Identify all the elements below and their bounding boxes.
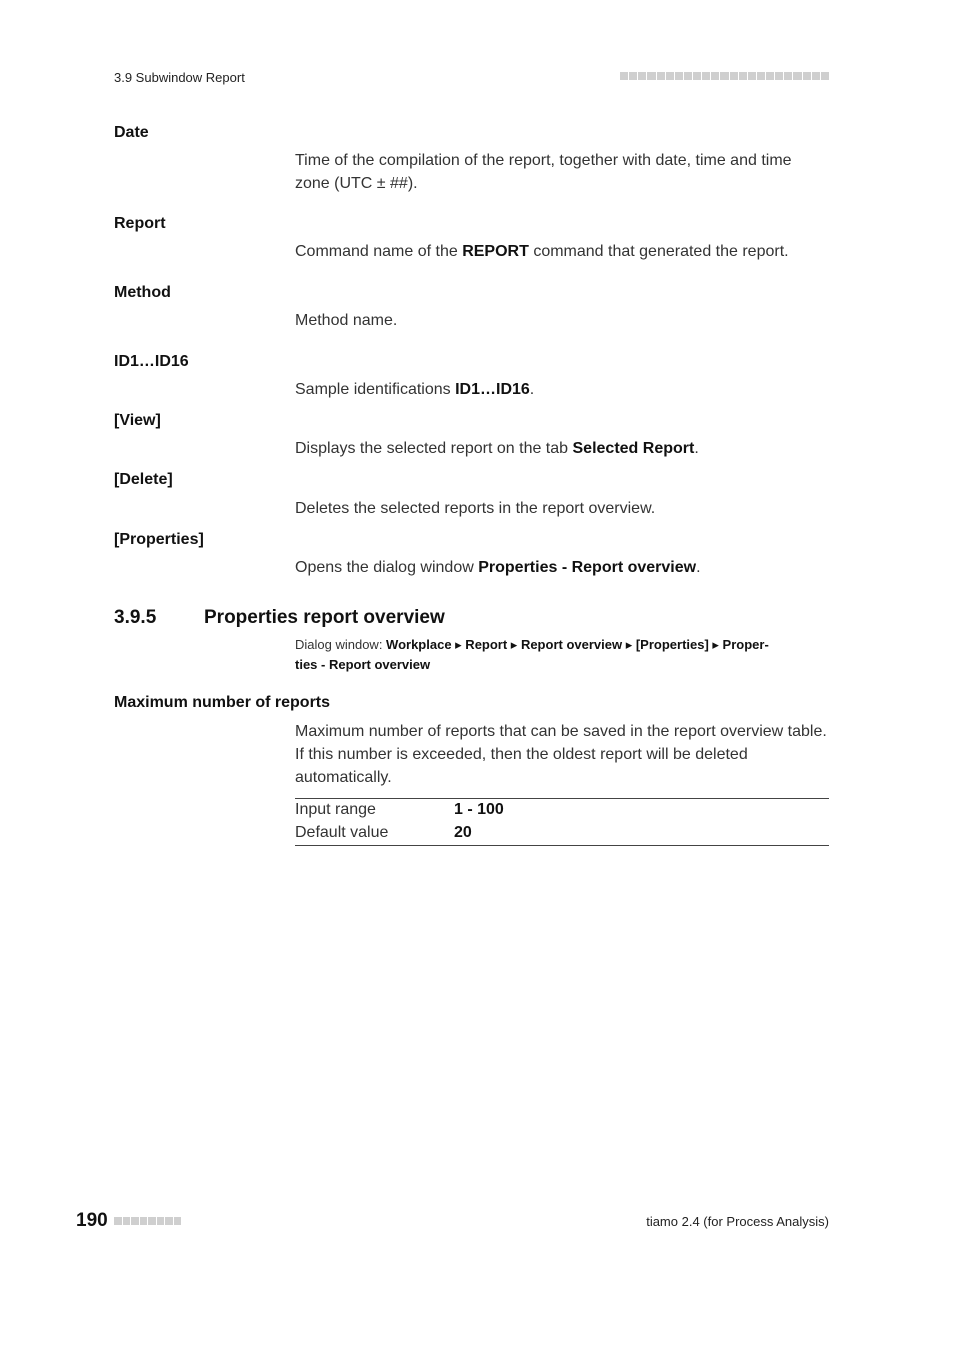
term-properties: [Properties] bbox=[114, 531, 204, 548]
table-row bbox=[295, 822, 829, 845]
row-value: 1 - 100 bbox=[454, 801, 504, 818]
desc-properties: Opens the dialog window Properties - Report overview. bbox=[295, 559, 701, 576]
table-row bbox=[295, 799, 829, 822]
running-header: 3.9 Subwindow Report bbox=[114, 70, 245, 85]
desc-date: Time of the compilation of the report, together with date, time and time zone (UTC ± ##). bbox=[295, 152, 792, 192]
desc-delete: Deletes the selected reports in the report overview. bbox=[295, 500, 656, 517]
desc-view: Displays the selected report on the tab Selected Report. bbox=[295, 440, 699, 457]
term-report: Report bbox=[114, 215, 166, 232]
term-max-reports: Maximum number of reports bbox=[114, 694, 331, 711]
header-decoration bbox=[620, 72, 829, 80]
row-key: Default value bbox=[295, 824, 389, 841]
row-key: Input range bbox=[295, 801, 376, 818]
footer-decoration bbox=[114, 1217, 181, 1225]
page-number: 190 bbox=[76, 1210, 108, 1231]
desc-method: Method name. bbox=[295, 312, 398, 329]
desc-ids: Sample identifications ID1…ID16. bbox=[295, 381, 535, 398]
term-ids: ID1…ID16 bbox=[114, 353, 189, 370]
term-date: Date bbox=[114, 124, 149, 141]
desc-max-reports: Maximum number of reports that can be saved in the report overview table. If this number is exceeded, then the oldest report will be deleted automatically. bbox=[295, 723, 827, 786]
term-delete: [Delete] bbox=[114, 471, 173, 488]
section-title: Properties report overview bbox=[204, 607, 445, 628]
term-view: [View] bbox=[114, 412, 161, 429]
row-value: 20 bbox=[454, 824, 472, 841]
desc-report: Command name of the REPORT command that generated the report. bbox=[295, 243, 789, 260]
term-method: Method bbox=[114, 284, 171, 301]
product-name: tiamo 2.4 (for Process Analysis) bbox=[646, 1214, 829, 1229]
section-number: 3.9.5 bbox=[114, 607, 157, 628]
param-table bbox=[295, 798, 829, 846]
dialog-path: Dialog window: Workplace ▸ Report ▸ Report overview ▸ [Properties] ▸ Proper- ties - Report overview bbox=[295, 637, 769, 672]
